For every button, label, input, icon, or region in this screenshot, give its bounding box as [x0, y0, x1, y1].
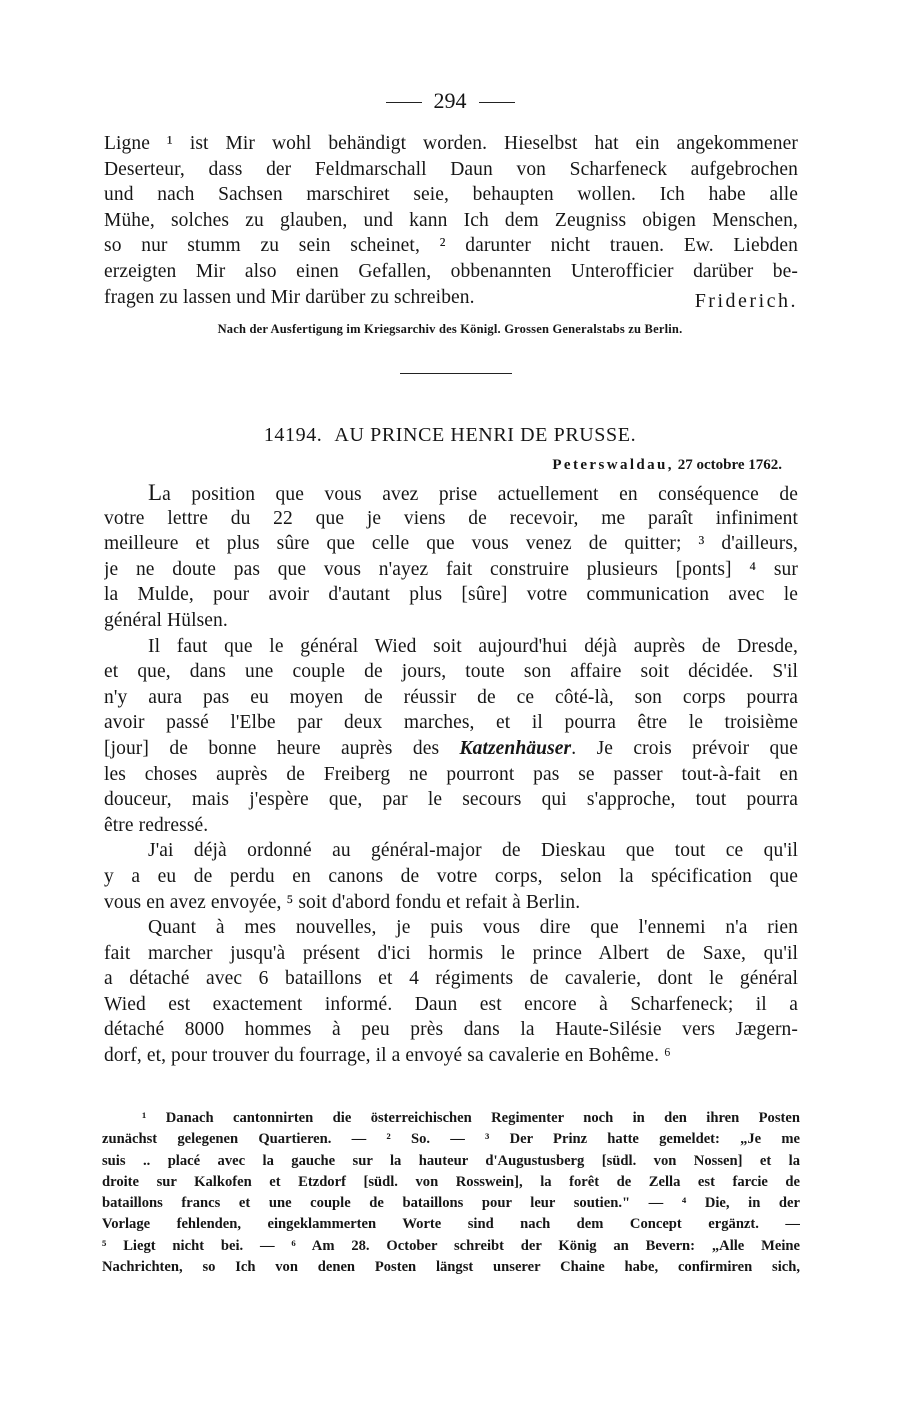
text-line: erzeigten Mir also einen Gefallen, obbenannten Unterofficier darüber be- [104, 260, 798, 282]
text-line: Deserteur, dass der Feldmarschall Daun von Scharfeneck aufgebrochen [104, 158, 798, 180]
signature: Friderich. [694, 289, 798, 312]
text-line: so nur stumm zu sein scheinet, ² darunter nicht trauen. Ew. Liebden [104, 235, 798, 257]
text-line: les choses auprès de Freiberg ne pourront pas se passer tout-à-fait en [104, 763, 798, 785]
text-line: Mühe, solches zu glauben, und kann Ich dem Zeugniss obigen Menschen, [104, 209, 798, 231]
footnote-line: Vorlage fehlenden, eingeklammerten Worte sind nach dem Concept ergänzt. — [102, 1216, 800, 1233]
text-line: la Mulde, pour avoir d'autant plus [sûre] votre communication avec le [104, 584, 798, 606]
letter-title: AU PRINCE HENRI DE PRUSSE. [334, 424, 637, 446]
text-line: n'y aura pas eu moyen de réussir de ce côté-là, son corps pourra [104, 686, 798, 708]
text-line: et que, dans une couple de jours, toute son affaire soit décidée. S'il [104, 661, 798, 683]
text-line: votre lettre du 22 que je viens de recevoir, me paraît infiniment [104, 507, 798, 529]
footnote-line: zunächst gelegenen Quartieren. — ² So. — ³ Der Prinz hatte gemeldet: „Je me [102, 1131, 800, 1148]
footnote-line: suis .. placé avec la gauche sur la hauteur d'Augustusberg [südl. von Nossen] et la [102, 1152, 800, 1169]
dateline-date: 27 octobre 1762. [677, 457, 782, 473]
text-line: douceur, mais j'espère que, par le secours qui s'approche, tout pourra [104, 789, 798, 811]
text-line: vous en avez envoyée, ⁵ soit d'abord fondu et refait à Berlin. [104, 891, 581, 913]
page-number: 294 [433, 88, 467, 113]
text-line: J'ai déjà ordonné au général-major de Dieskau que tout ce qu'il [148, 840, 798, 862]
text-line: avoir passé l'Elbe par deux marches, et il pourra être le troisième [104, 712, 798, 734]
text-line: und nach Sachsen marschiret seie, behaupten wollen. Ich habe alle [104, 184, 798, 206]
text-line: y a eu de perdu en canons de votre corps, selon la spécification que [104, 865, 798, 887]
dateline-place: Peterswaldau, [552, 457, 674, 473]
text-line: [jour] de bonne heure auprès des Katzenhäuser. Je crois prévoir que [104, 737, 798, 759]
header-dash-left [386, 102, 422, 103]
letter-number: 14194. [263, 424, 323, 446]
text-line: général Hülsen. [104, 609, 228, 631]
text-line: Wied est exactement informé. Daun est encore à Scharfeneck; il a [104, 993, 798, 1015]
dateline [552, 455, 782, 475]
text-line: Il faut que le général Wied soit aujourd'hui déjà auprès de Dresde, [148, 635, 798, 657]
letter-body [104, 480, 798, 1069]
footnote-line: ⁵ Liegt nicht bei. — ⁶ Am 28. October schreibt der König an Bevern: „Alle Meine [102, 1237, 800, 1254]
text-line: être redressé. [104, 814, 209, 836]
footnote-line: droite sur Kalkofen et Etzdorf [südl. von Rosswein], la forêt de Zella est farcie de [102, 1173, 800, 1190]
text-line: a détaché avec 6 bataillons et 4 régiments de cavalerie, dont le général [104, 968, 798, 990]
header-dash-right [479, 102, 515, 103]
footnote-line: Nachrichten, so Ich von denen Posten längst unserer Chaine habe, confirmiren sich, [102, 1259, 800, 1276]
text-line: La position que vous avez prise actuellement en conséquence de [148, 480, 798, 505]
text-line: meilleure et plus sûre que celle que vous venez de quitter; ³ d'ailleurs, [104, 533, 798, 555]
source-note: Nach der Ausfertigung im Kriegsarchiv des Königl. Grossen Generalstabs zu Berlin. [217, 322, 683, 336]
footnote-line: ¹ Danach cantonnirten die österreichischen Regimenter noch in den ihren Posten [142, 1110, 800, 1126]
text-line: fragen zu lassen und Mir darüber zu schreiben. [104, 286, 475, 308]
letter-heading [0, 421, 900, 449]
text-line: Quant à mes nouvelles, je puis vous dire que l'ennemi n'a rien [148, 917, 798, 939]
text-line: je ne doute pas que vous n'ayez fait construire plusieurs [ponts] ⁴ sur [104, 558, 798, 580]
text-line: dorf, et, pour trouver du fourrage, il a envoyé sa cavalerie en Bohême. ⁶ [104, 1045, 671, 1067]
top-paragraph [104, 131, 798, 310]
footnotes [102, 1108, 800, 1278]
page-number-header [0, 86, 900, 116]
footnote-line: bataillons francs et une couple de bataillons pour leur soutien." — ⁴ Die, in der [102, 1195, 800, 1212]
text-line: détaché 8000 hommes à peu près dans la Haute-Silésie vers Jægern- [104, 1019, 798, 1041]
text-line: fait marcher jusqu'à présent d'ici hormis le prince Albert de Saxe, qu'il [104, 942, 798, 964]
text-line: Ligne ¹ ist Mir wohl behändigt worden. Hieselbst hat ein angekommener [104, 133, 798, 154]
section-divider [400, 373, 512, 374]
text-line-with-signature [104, 285, 798, 311]
